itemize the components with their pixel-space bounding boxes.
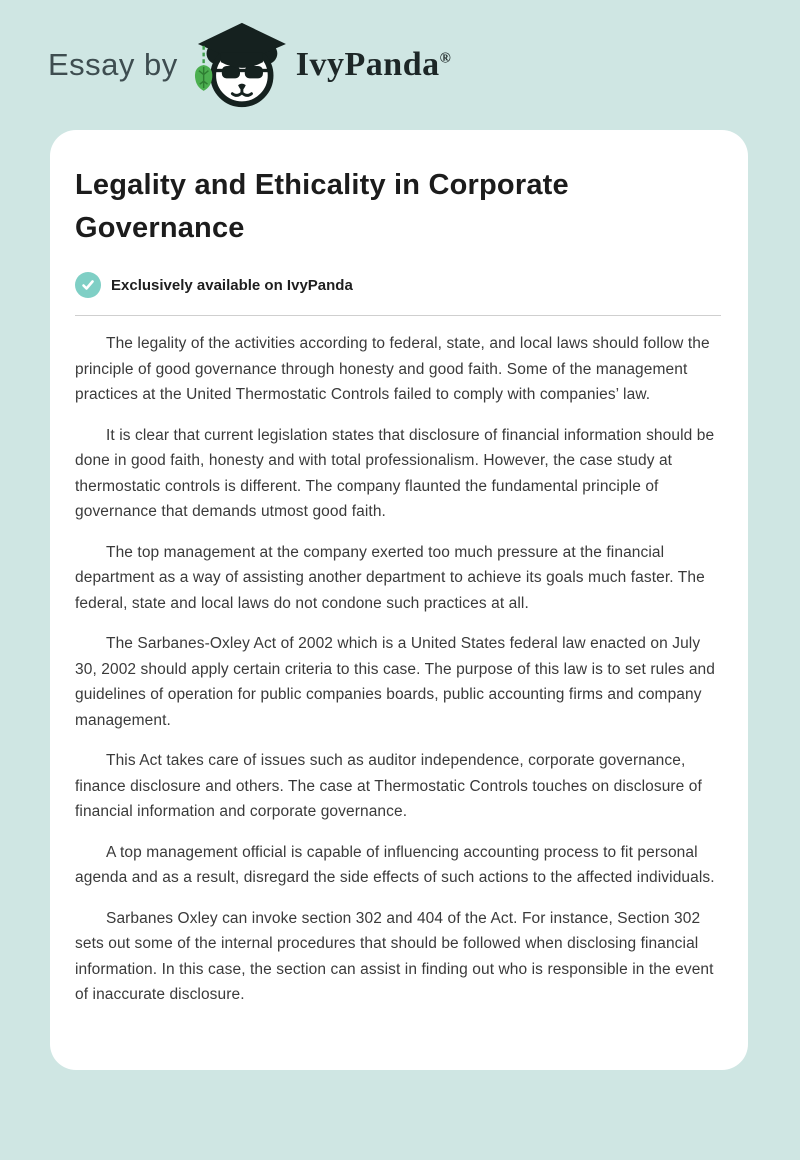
check-icon <box>75 272 101 298</box>
essay-by-label: Essay by <box>48 47 178 82</box>
exclusive-badge-label: Exclusively available on IvyPanda <box>111 276 353 294</box>
ivypanda-panda-logo-icon <box>192 21 288 109</box>
essay-paragraph: It is clear that current legislation states that disclosure of financial information should be done in good faith, honesty and with total professionalism. However, the case study at thermostatic controls is different. The company flaunted the fundamental principle of governance that demands utmost good faith. <box>75 426 715 520</box>
essay-paragraph: The legality of the activities according to federal, state, and local laws should follow the principle of good governance through honesty and good faith. Some of the management practices at the United Thermostatic Controls failed to comply with companies’ law. <box>75 335 710 403</box>
brand-wordmark <box>296 46 452 84</box>
brand-name: IvyPanda <box>295 46 440 83</box>
divider <box>75 315 721 316</box>
registered-trademark-symbol: ® <box>439 50 452 67</box>
page-title: Legality and Ethicality in Corporate Governance <box>75 169 569 244</box>
exclusive-badge <box>75 272 721 298</box>
site-header <box>0 0 800 130</box>
essay-paragraph: The Sarbanes-Oxley Act of 2002 which is a United States federal law enacted on July 30, 2002 should apply certain criteria to this case. The purpose of this law is to set rules and guidelines of operation for public companies boards, public accounting firms and company management. <box>75 635 715 729</box>
essay-paragraph: Sarbanes Oxley can invoke section 302 and 404 of the Act. For instance, Section 302 sets out some of the internal procedures that should be followed when disclosing financial information. In this case, the section can assist in finding out who is responsible in the event of inaccurate disclosure. <box>75 909 714 1003</box>
essay-card <box>50 130 748 1070</box>
essay-paragraph: A top management official is capable of influencing accounting process to fit personal agenda and as a result, disregard the side effects of such actions to the affected individuals. <box>75 843 715 886</box>
essay-body <box>75 331 721 1008</box>
essay-paragraph: This Act takes care of issues such as auditor independence, corporate governance, finance disclosure and others. The case at Thermostatic Controls touches on disclosure of financial information and corporate governance. <box>75 752 702 820</box>
essay-paragraph: The top management at the company exerted too much pressure at the financial department as a way of assisting another department to achieve its goals much faster. The federal, state and local laws do not condone such practices at all. <box>75 543 705 612</box>
